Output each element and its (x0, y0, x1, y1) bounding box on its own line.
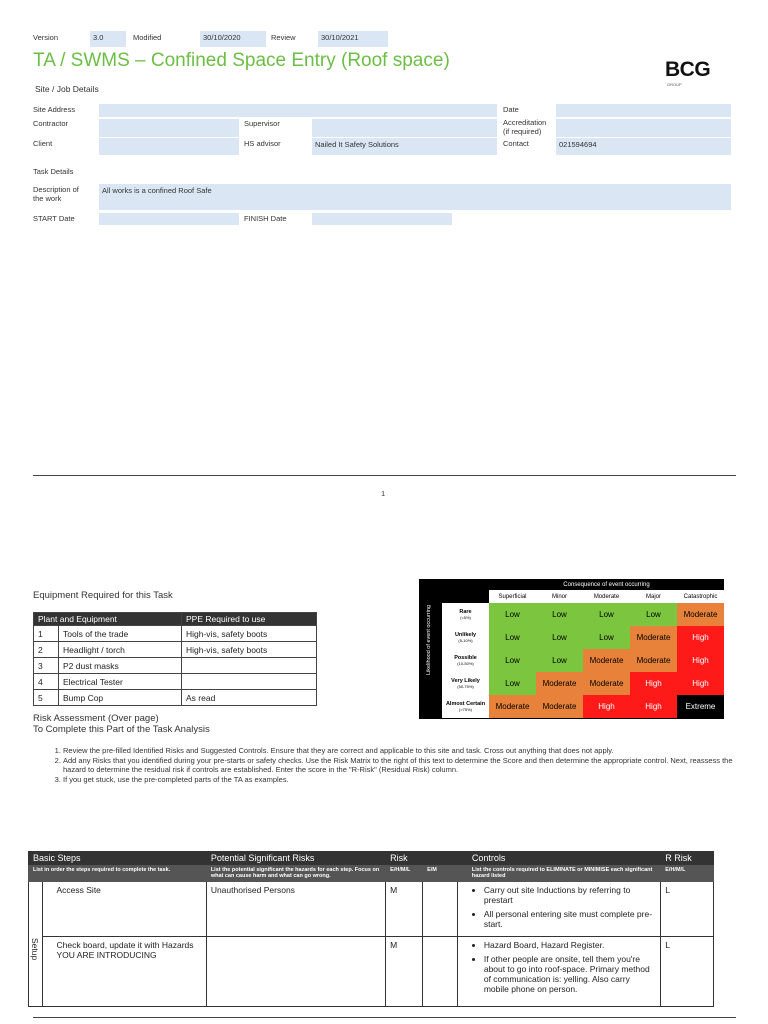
matrix-cell: Moderate (536, 672, 583, 695)
list-item: • All personal entering site must complete pre-start. (484, 909, 656, 929)
page-number: 1 (381, 489, 386, 498)
matrix-cell: Low (536, 649, 583, 672)
matrix-top-label: Consequence of event occurring (563, 581, 650, 588)
start-date-label: START Date (33, 214, 75, 223)
matrix-row-label-text: Unlikely (454, 632, 477, 638)
matrix-cell: High (630, 672, 677, 695)
start-date-field[interactable] (99, 213, 239, 225)
supervisor-field[interactable] (312, 119, 497, 137)
matrix-cell: Moderate (630, 649, 677, 672)
list-item: • If other people are onsite, tell them you're about to go into roof-space. Primary method of communication is: yelling. Also carry mobile phone on person. (484, 954, 656, 994)
contact-field[interactable]: 021594694 (556, 138, 731, 155)
hs-advisor-field[interactable]: Nailed It Safety Solutions (312, 138, 497, 155)
matrix-cell: High (677, 649, 724, 672)
instruction-item: 1. Review the pre-filled Identified Risks and Suggested Controls. Ensure that they are correct and applicable to this site and task. Cross out anything that does not apply. (63, 746, 733, 756)
matrix-cell: Low (536, 626, 583, 649)
matrix-cell: Low (489, 672, 536, 695)
supervisor-label: Supervisor (244, 119, 280, 128)
risk-matrix (419, 579, 724, 719)
matrix-col-header: Major (630, 590, 677, 603)
matrix-cell: High (677, 626, 724, 649)
matrix-cell: Low (536, 603, 583, 626)
matrix-cell: Extreme (677, 695, 724, 718)
matrix-cell: Low (583, 626, 630, 649)
matrix-col-header: Superficial (489, 590, 536, 603)
contractor-field[interactable] (99, 119, 239, 137)
matrix-cell: Moderate (583, 649, 630, 672)
instruction-item: 3. If you get stuck, use the pre-completed parts of the TA as examples. (63, 775, 733, 785)
matrix-row-label-sub: (>75%) (458, 707, 472, 712)
table-row: 4 Electrical Tester (34, 674, 317, 690)
accreditation-field[interactable] (556, 119, 731, 137)
matrix-col-header: Catastrophic (677, 590, 724, 603)
contact-label: Contact (503, 139, 529, 148)
list-item: • Hazard Board, Hazard Register. (484, 940, 656, 950)
col-controls: Controls (457, 852, 660, 865)
modified-label: Modified (133, 33, 162, 42)
matrix-cell: Moderate (583, 672, 630, 695)
version-label: Version (33, 33, 59, 42)
matrix-cell: High (630, 695, 677, 718)
risk-assessment-table: Basic Steps Potential Significant Risks Risk Controls R Risk List in order the steps required to complete the task. List the potential significant the hazards for each step. Focus on what can cause harm and what can go wrong. E/H/M/L E/M List the controls required to ELIMINATE or MINIMISE each significant hazard listed E/H/M/L Setup Access Site Unauthorised Persons M • Carry out site Inductions by referring to prestart • All personal entering site must complete pre-start. L Check board, update it with Hazards YOU ARE INTRODUCING M • Hazard Board, Hazard Register. • If other people are onsite, tell them you're about to go into roof-space. Primary method of communication is: yelling. Also carry mobile phone on person. L (28, 851, 714, 1007)
finish-date-field[interactable] (312, 213, 452, 225)
matrix-row-label (442, 603, 489, 626)
table-row: 5 Bump Cop As read (34, 690, 317, 706)
logo: BCG (665, 58, 711, 81)
client-field[interactable] (99, 138, 239, 155)
col-potential-risks: Potential Significant Risks (206, 852, 385, 865)
matrix-row-label-sub: (50-75%) (457, 684, 474, 689)
matrix-cell: High (583, 695, 630, 718)
hs-advisor-label: HS advisor (244, 139, 281, 148)
matrix-cell: Low (583, 603, 630, 626)
table-row: Check board, update it with Hazards YOU ARE INTRODUCING M • Hazard Board, Hazard Register. • If other people are onsite, tell them you're about to go into roof-space. Primary method of communication is: yelling. Also carry mobile phone on person. L (29, 937, 714, 1007)
matrix-row-label (442, 649, 489, 672)
matrix-row-label-text: Almost Certain (445, 701, 486, 707)
matrix-row-label-sub: (10-50%) (457, 661, 474, 666)
matrix-row-label-text: Possible (454, 655, 477, 661)
matrix-cell: High (677, 672, 724, 695)
modified-value: 30/10/2020 (200, 31, 266, 47)
matrix-cell: Low (630, 603, 677, 626)
matrix-cell: Moderate (630, 626, 677, 649)
matrix-row-label-sub: (<5%) (460, 615, 471, 620)
table-row: 2 Headlight / torch High-vis, safety boots (34, 642, 317, 658)
table-row: 3 P2 dust masks (34, 658, 317, 674)
version-value: 3.0 (90, 31, 126, 47)
matrix-row-label-text: Rare (459, 609, 472, 615)
matrix-col-header: Minor (536, 590, 583, 603)
matrix-cell: Moderate (677, 603, 724, 626)
risk-instructions (33, 746, 733, 784)
description-label: Description of the work (33, 185, 79, 203)
page-divider (33, 475, 736, 476)
client-label: Client (33, 139, 53, 148)
matrix-row-label (442, 695, 489, 718)
matrix-cell: Moderate (489, 695, 536, 718)
list-item: • Carry out site Inductions by referring to prestart (484, 885, 656, 905)
review-label: Review (271, 33, 296, 42)
page-title: TA / SWMS – Confined Space Entry (Roof space) (33, 50, 450, 71)
matrix-cell: Low (489, 626, 536, 649)
instruction-item: 2. Add any Risks that you identified during your pre-starts or safety checks. Use the Risk Matrix to the right of this text to determine the Score and then determine the appropriate control. Next, reassess the hazard to determine the residual risk if controls are established. Enter the score in the "R-Risk" (Residual Risk) column. (63, 756, 733, 775)
logo-sub: GROUP (667, 82, 682, 87)
equipment-heading: Equipment Required for this Task (33, 590, 173, 601)
group-label: Setup (30, 938, 40, 961)
review-value: 30/10/2021 (318, 31, 388, 47)
matrix-cell: Low (489, 603, 536, 626)
col-r-risk: R Risk (661, 852, 714, 865)
site-address-label: Site Address (33, 105, 76, 114)
matrix-row-label (442, 626, 489, 649)
matrix-row-label-sub: (5-10%) (458, 638, 473, 643)
contractor-label: Contractor (33, 119, 69, 128)
date-field[interactable] (556, 104, 731, 117)
matrix-cell: Moderate (536, 695, 583, 718)
task-section-label: Task Details (33, 167, 74, 176)
risk-subheading: To Complete this Part of the Task Analysis (33, 724, 210, 735)
equipment-col-plant: Plant and Equipment (34, 613, 182, 626)
description-field[interactable]: All works is a confined Roof Safe (99, 184, 731, 210)
matrix-col-header: Moderate (583, 590, 630, 603)
matrix-side-label: Likelihood of event occurring (426, 605, 432, 676)
site-address-field[interactable] (99, 104, 497, 117)
equipment-table (33, 612, 317, 706)
col-basic-steps: Basic Steps (29, 852, 207, 865)
risk-heading: Risk Assessment (Over page) (33, 713, 159, 724)
site-section-label: Site / Job Details (35, 84, 99, 94)
finish-date-label: FINISH Date (244, 214, 287, 223)
table-row: 1 Tools of the trade High-vis, safety boots (34, 626, 317, 642)
matrix-row-label-text: Very Likely (451, 678, 480, 684)
table-row: Setup Access Site Unauthorised Persons M • Carry out site Inductions by referring to prestart • All personal entering site must complete pre-start. L (29, 882, 714, 937)
bottom-divider (33, 1017, 736, 1018)
date-label: Date (503, 105, 519, 114)
matrix-row-label (442, 672, 489, 695)
equipment-col-ppe: PPE Required to use (182, 613, 317, 626)
matrix-cell: Low (489, 649, 536, 672)
col-risk: Risk (386, 852, 458, 865)
accreditation-label: Accreditation (if required) (503, 118, 547, 136)
